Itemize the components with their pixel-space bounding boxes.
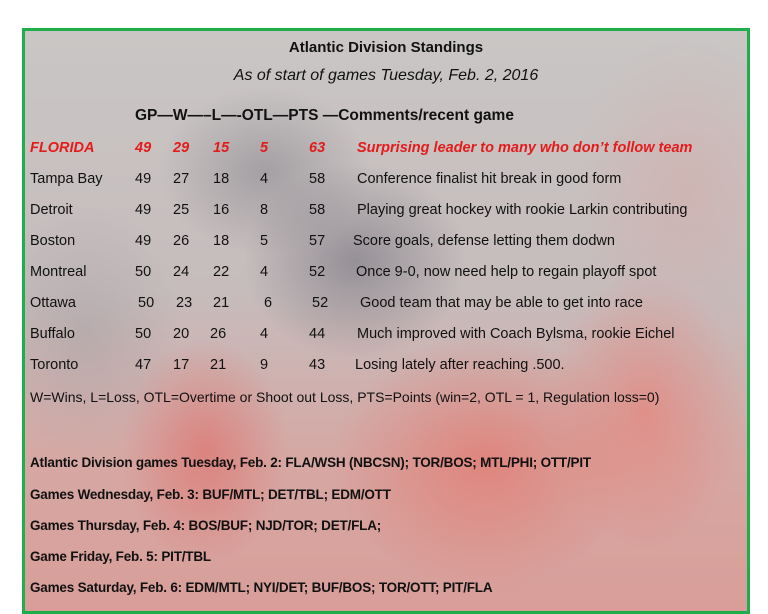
standings-row-tampa-bay: [25, 171, 747, 193]
standings-row-florida: [25, 140, 747, 162]
standings-row-toronto: [25, 357, 747, 379]
games-tuesday: Atlantic Division games Tuesday, Feb. 2: FLA/WSH (NBCSN); TOR/BOS; MTL/PHI; OTT/PIT: [30, 455, 591, 470]
losses: 16: [213, 202, 230, 218]
overtime-losses: 4: [260, 264, 269, 280]
overtime-losses: 5: [260, 140, 269, 156]
standings-slide: [22, 28, 750, 614]
page-title: Atlantic Division Standings: [288, 39, 484, 56]
overtime-losses: 6: [264, 295, 273, 311]
overtime-losses: 4: [260, 326, 269, 342]
comment: Much improved with Coach Bylsma, rookie Eichel: [357, 326, 675, 342]
comment: Good team that may be able to get into race: [360, 295, 643, 311]
wins: 23: [176, 295, 193, 311]
points: 63: [309, 140, 326, 156]
column-header: GP—W—–L—-OTL—PTS —Comments/recent game: [135, 107, 514, 124]
wins: 17: [173, 357, 190, 373]
games-played: 49: [135, 171, 152, 187]
games-wednesday: Games Wednesday, Feb. 3: BUF/MTL; DET/TBL; EDM/OTT: [30, 487, 391, 502]
points: 57: [309, 233, 326, 249]
games-thursday: Games Thursday, Feb. 4: BOS/BUF; NJD/TOR; DET/FLA;: [30, 518, 382, 533]
games-played: 49: [135, 233, 152, 249]
team-name: Tampa Bay: [30, 171, 103, 187]
points: 44: [309, 326, 326, 342]
games-played: 47: [135, 357, 152, 373]
comment: Score goals, defense letting them dodwn: [353, 233, 615, 249]
comment: Conference finalist hit break in good form: [357, 171, 622, 187]
wins: 20: [173, 326, 190, 342]
points: 52: [309, 264, 326, 280]
losses: 21: [210, 357, 227, 373]
losses: 18: [213, 233, 230, 249]
comment: Surprising leader to many who don’t follow team: [357, 140, 693, 156]
points: 58: [309, 171, 326, 187]
games-played: 49: [135, 140, 152, 156]
overtime-losses: 8: [260, 202, 269, 218]
legend-text: W=Wins, L=Loss, OTL=Overtime or Shoot out Loss, PTS=Points (win=2, OTL = 1, Regulation loss=0): [30, 389, 660, 405]
games-played: 50: [138, 295, 155, 311]
wins: 25: [173, 202, 190, 218]
wins: 29: [173, 140, 190, 156]
team-name: Montreal: [30, 264, 87, 280]
comment: Once 9-0, now need help to regain playoff spot: [356, 264, 657, 280]
team-name: Buffalo: [30, 326, 75, 342]
overtime-losses: 4: [260, 171, 269, 187]
games-played: 50: [135, 326, 152, 342]
games-played: 49: [135, 202, 152, 218]
losses: 18: [213, 171, 230, 187]
subtitle: As of start of games Tuesday, Feb. 2, 2016: [233, 67, 539, 84]
wins: 24: [173, 264, 190, 280]
team-name: Boston: [30, 233, 76, 249]
standings-row-montreal: [25, 264, 747, 286]
losses: 21: [213, 295, 230, 311]
games-friday: Game Friday, Feb. 5: PIT/TBL: [30, 549, 211, 564]
points: 58: [309, 202, 326, 218]
overtime-losses: 9: [260, 357, 269, 373]
standings-row-ottawa: [25, 295, 747, 317]
standings-row-detroit: [25, 202, 747, 224]
games-played: 50: [135, 264, 152, 280]
team-name: Toronto: [30, 357, 79, 373]
team-name: Detroit: [30, 202, 73, 218]
games-saturday: Games Saturday, Feb. 6: EDM/MTL; NYI/DET; BUF/BOS; TOR/OTT; PIT/FLA: [30, 580, 493, 595]
wins: 27: [173, 171, 190, 187]
overtime-losses: 5: [260, 233, 269, 249]
losses: 22: [213, 264, 230, 280]
standings-row-boston: [25, 233, 747, 255]
comment: Losing lately after reaching .500.: [355, 357, 565, 373]
comment: Playing great hockey with rookie Larkin contributing: [357, 202, 688, 218]
team-name: FLORIDA: [30, 140, 95, 156]
losses: 15: [213, 140, 230, 156]
standings-row-buffalo: [25, 326, 747, 348]
wins: 26: [173, 233, 190, 249]
points: 43: [309, 357, 326, 373]
team-name: Ottawa: [30, 295, 76, 311]
points: 52: [312, 295, 329, 311]
losses: 26: [210, 326, 227, 342]
